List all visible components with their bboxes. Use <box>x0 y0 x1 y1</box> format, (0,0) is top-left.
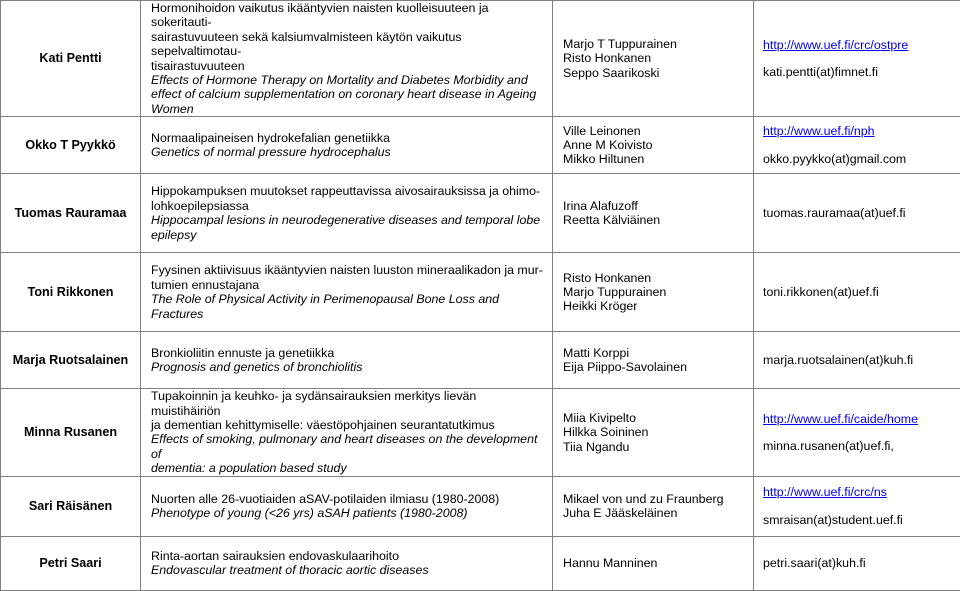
supervisor-name: Heikki Kröger <box>563 299 747 313</box>
table-row <box>1 117 960 174</box>
supervisor-name: Mikael von und zu Fraunberg <box>563 492 747 506</box>
email-address: petri.saari(at)kuh.fi <box>763 556 954 570</box>
contact-cell <box>754 332 960 389</box>
title-finnish: Rinta-aortan sairauksien endovaskulaarihoito <box>151 549 544 563</box>
thesis-title <box>141 253 553 332</box>
supervisor-name: Risto Honkanen <box>563 271 747 285</box>
title-finnish: Hippokampuksen muutokset rappeuttavissa aivosairauksissa ja ohimo- lohkoepilepsiassa <box>151 184 544 213</box>
contact-cell <box>754 389 960 476</box>
title-finnish: Bronkioliitin ennuste ja genetiikka <box>151 346 544 360</box>
table-row <box>1 332 960 389</box>
title-finnish: Normaalipaineisen hydrokefalian genetiikka <box>151 131 544 145</box>
title-english: Genetics of normal pressure hydrocephalus <box>151 145 544 159</box>
thesis-title <box>141 536 553 590</box>
student-name: Sari Räisänen <box>1 476 141 536</box>
email-address: toni.rikkonen(at)uef.fi <box>763 285 954 299</box>
supervisor-name: Marjo Tuppurainen <box>563 285 747 299</box>
project-link[interactable]: http://www.uef.fi/crc/ns <box>763 485 954 499</box>
title-finnish: Hormonihoidon vaikutus ikääntyvien naisten kuolleisuuteen ja sokeritauti- sairastuvuuteen sekä kalsiumvalmisteen käytön vaikutus sepelvaltimotau- tisairastuvuuteen <box>151 1 544 73</box>
title-finnish: Nuorten alle 26-vuotiaiden aSAV-potilaiden ilmiasu (1980-2008) <box>151 492 544 506</box>
title-english: Hippocampal lesions in neurodegenerative diseases and temporal lobe epilepsy <box>151 213 544 242</box>
supervisor-name: Seppo Saarikoski <box>563 66 747 80</box>
thesis-title <box>141 1 553 117</box>
thesis-title <box>141 117 553 174</box>
supervisor-name: Matti Korppi <box>563 346 747 360</box>
table-row <box>1 476 960 536</box>
project-link[interactable]: http://www.uef.fi/crc/ostpre <box>763 38 954 52</box>
table-row <box>1 174 960 253</box>
email-address: kati.pentti(at)fimnet.fi <box>763 65 954 79</box>
supervisor-name: Eija Piippo-Savolainen <box>563 360 747 374</box>
thesis-table-body <box>1 1 960 591</box>
title-finnish: Tupakoinnin ja keuhko- ja sydänsairauksien merkitys lievän muistihäiriön ja dementian kehittymiselle: väestöpohjainen seurantatutkimus <box>151 389 544 432</box>
title-english: The Role of Physical Activity in Perimenopausal Bone Loss and Fractures <box>151 292 544 321</box>
student-name: Tuomas Rauramaa <box>1 174 141 253</box>
supervisors <box>553 389 754 476</box>
student-name: Toni Rikkonen <box>1 253 141 332</box>
title-english: Effects of smoking, pulmonary and heart diseases on the development of dementia: a population based study <box>151 432 544 475</box>
title-finnish: Fyysinen aktiivisuus ikääntyvien naisten luuston mineraalikadon ja mur- tumien ennustajana <box>151 263 544 292</box>
student-name: Marja Ruotsalainen <box>1 332 141 389</box>
contact-cell <box>754 536 960 590</box>
supervisors <box>553 117 754 174</box>
supervisor-name: Miia Kivipelto <box>563 411 747 425</box>
supervisor-name: Reetta Kälviäinen <box>563 213 747 227</box>
supervisors <box>553 476 754 536</box>
contact-cell <box>754 253 960 332</box>
title-english: Phenotype of young (<26 yrs) aSAH patients (1980-2008) <box>151 506 544 520</box>
contact-cell <box>754 117 960 174</box>
supervisors <box>553 332 754 389</box>
student-name: Okko T Pyykkö <box>1 117 141 174</box>
email-address: marja.ruotsalainen(at)kuh.fi <box>763 353 954 367</box>
contact-cell <box>754 1 960 117</box>
email-address: smraisan(at)student.uef.fi <box>763 513 954 527</box>
title-english: Effects of Hormone Therapy on Mortality and Diabetes Morbidity and effect of calcium supplementation on coronary heart disease in Ageing Women <box>151 73 544 116</box>
table-row <box>1 1 960 117</box>
supervisor-name: Anne M Koivisto <box>563 138 747 152</box>
project-link[interactable]: http://www.uef.fi/nph <box>763 124 954 138</box>
supervisors <box>553 253 754 332</box>
thesis-title <box>141 476 553 536</box>
table-row <box>1 536 960 590</box>
supervisors <box>553 1 754 117</box>
supervisors <box>553 536 754 590</box>
title-english: Prognosis and genetics of bronchiolitis <box>151 360 544 374</box>
contact-cell <box>754 174 960 253</box>
supervisors <box>553 174 754 253</box>
supervisor-name: Tiia Ngandu <box>563 440 747 454</box>
supervisor-name: Hilkka Soininen <box>563 425 747 439</box>
supervisor-name: Ville Leinonen <box>563 124 747 138</box>
project-link[interactable]: http://www.uef.fi/caide/home <box>763 412 954 426</box>
supervisor-name: Marjo T Tuppurainen <box>563 37 747 51</box>
supervisor-name: Risto Honkanen <box>563 51 747 65</box>
thesis-title <box>141 389 553 476</box>
table-row <box>1 389 960 476</box>
thesis-title <box>141 174 553 253</box>
supervisor-name: Mikko Hiltunen <box>563 152 747 166</box>
thesis-title <box>141 332 553 389</box>
supervisor-name: Hannu Manninen <box>563 556 747 570</box>
email-address: minna.rusanen(at)uef.fi, <box>763 439 954 453</box>
student-name: Petri Saari <box>1 536 141 590</box>
student-name: Minna Rusanen <box>1 389 141 476</box>
table-row <box>1 253 960 332</box>
email-address: tuomas.rauramaa(at)uef.fi <box>763 206 954 220</box>
supervisor-name: Juha E Jääskeläinen <box>563 506 747 520</box>
student-name: Kati Pentti <box>1 1 141 117</box>
contact-cell <box>754 476 960 536</box>
title-english: Endovascular treatment of thoracic aortic diseases <box>151 563 544 577</box>
supervisor-name: Irina Alafuzoff <box>563 199 747 213</box>
email-address: okko.pyykko(at)gmail.com <box>763 152 954 166</box>
